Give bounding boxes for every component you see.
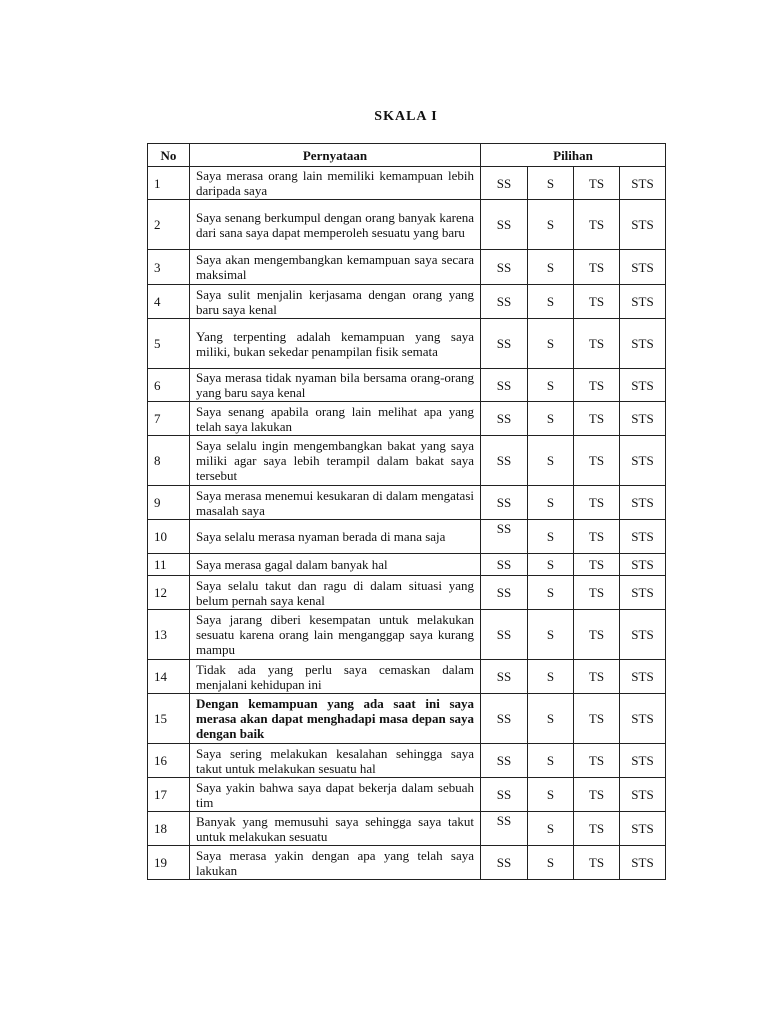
option-s: S <box>528 846 574 880</box>
option-sts: STS <box>620 778 666 812</box>
option-ts: TS <box>574 576 620 610</box>
table-row <box>148 250 666 285</box>
option-ss: SS <box>481 694 528 744</box>
option-s: S <box>528 319 574 369</box>
row-number: 11 <box>148 554 190 576</box>
table-row <box>148 200 666 250</box>
option-ts: TS <box>574 520 620 554</box>
table-row <box>148 694 666 744</box>
row-number: 18 <box>148 812 190 846</box>
row-number: 15 <box>148 694 190 744</box>
table-row <box>148 812 666 846</box>
option-s: S <box>528 576 574 610</box>
header-no: No <box>148 144 190 167</box>
option-s: S <box>528 402 574 436</box>
option-ts: TS <box>574 250 620 285</box>
row-number: 17 <box>148 778 190 812</box>
option-sts: STS <box>620 610 666 660</box>
option-s: S <box>528 369 574 402</box>
option-s: S <box>528 694 574 744</box>
option-ts: TS <box>574 402 620 436</box>
option-sts: STS <box>620 436 666 486</box>
option-ts: TS <box>574 554 620 576</box>
header-row <box>148 144 666 167</box>
statement-text: Saya selalu merasa nyaman berada di mana saja <box>190 520 481 554</box>
option-sts: STS <box>620 812 666 846</box>
option-sts: STS <box>620 167 666 200</box>
table-row <box>148 319 666 369</box>
option-ts: TS <box>574 694 620 744</box>
option-ts: TS <box>574 812 620 846</box>
scale-table <box>147 143 666 880</box>
row-number: 4 <box>148 285 190 319</box>
table-row <box>148 285 666 319</box>
table-row <box>148 846 666 880</box>
table-row <box>148 369 666 402</box>
option-ss: SS <box>481 402 528 436</box>
option-ts: TS <box>574 200 620 250</box>
option-s: S <box>528 285 574 319</box>
option-ss: SS <box>481 486 528 520</box>
table-row <box>148 402 666 436</box>
statement-text: Saya senang berkumpul dengan orang banyak karena dari sana saya dapat memperoleh sesuatu yang baru <box>190 200 481 250</box>
option-ts: TS <box>574 285 620 319</box>
option-sts: STS <box>620 660 666 694</box>
option-s: S <box>528 167 574 200</box>
option-ts: TS <box>574 778 620 812</box>
option-ts: TS <box>574 167 620 200</box>
header-choice: Pilihan <box>481 144 666 167</box>
option-sts: STS <box>620 402 666 436</box>
option-ss: SS <box>481 369 528 402</box>
table-row <box>148 520 666 554</box>
table-row <box>148 660 666 694</box>
option-ss: SS <box>481 660 528 694</box>
statement-text: Saya sulit menjalin kerjasama dengan orang yang baru saya kenal <box>190 285 481 319</box>
option-ss: SS <box>481 744 528 778</box>
row-number: 9 <box>148 486 190 520</box>
table-row <box>148 554 666 576</box>
option-ts: TS <box>574 660 620 694</box>
table-row <box>148 486 666 520</box>
option-ss: SS <box>481 285 528 319</box>
table-row <box>148 167 666 200</box>
row-number: 8 <box>148 436 190 486</box>
row-number: 10 <box>148 520 190 554</box>
option-ts: TS <box>574 486 620 520</box>
option-s: S <box>528 554 574 576</box>
statement-text: Saya selalu takut dan ragu di dalam situasi yang belum pernah saya kenal <box>190 576 481 610</box>
option-s: S <box>528 778 574 812</box>
statement-text: Saya merasa orang lain memiliki kemampuan lebih daripada saya <box>190 167 481 200</box>
option-ss: SS <box>481 778 528 812</box>
option-s: S <box>528 486 574 520</box>
statement-text: Yang terpenting adalah kemampuan yang saya miliki, bukan sekedar penampilan fisik semata <box>190 319 481 369</box>
option-sts: STS <box>620 250 666 285</box>
option-ss: SS <box>481 610 528 660</box>
row-number: 6 <box>148 369 190 402</box>
row-number: 19 <box>148 846 190 880</box>
statement-text: Saya merasa tidak nyaman bila bersama orang-orang yang baru saya kenal <box>190 369 481 402</box>
option-sts: STS <box>620 520 666 554</box>
table-row <box>148 778 666 812</box>
option-s: S <box>528 250 574 285</box>
option-s: S <box>528 660 574 694</box>
statement-text: Banyak yang memusuhi saya sehingga saya takut untuk melakukan sesuatu <box>190 812 481 846</box>
option-s: S <box>528 812 574 846</box>
statement-text: Saya sering melakukan kesalahan sehingga saya takut untuk melakukan sesuatu hal <box>190 744 481 778</box>
table-row <box>148 576 666 610</box>
table-row <box>148 436 666 486</box>
option-sts: STS <box>620 319 666 369</box>
option-ts: TS <box>574 744 620 778</box>
option-sts: STS <box>620 285 666 319</box>
row-number: 2 <box>148 200 190 250</box>
option-ss: SS <box>481 319 528 369</box>
statement-text: Saya selalu ingin mengembangkan bakat yang saya miliki agar saya lebih terampil dalam bakat saya tersebut <box>190 436 481 486</box>
option-ss: SS <box>481 554 528 576</box>
option-ss: SS <box>481 436 528 486</box>
option-ss: SS <box>481 200 528 250</box>
option-ts: TS <box>574 369 620 402</box>
statement-text: Saya senang apabila orang lain melihat apa yang telah saya lakukan <box>190 402 481 436</box>
row-number: 13 <box>148 610 190 660</box>
statement-text: Saya jarang diberi kesempatan untuk melakukan sesuatu karena orang lain menganggap saya kurang mampu <box>190 610 481 660</box>
option-s: S <box>528 610 574 660</box>
row-number: 5 <box>148 319 190 369</box>
row-number: 16 <box>148 744 190 778</box>
statement-text: Saya merasa yakin dengan apa yang telah saya lakukan <box>190 846 481 880</box>
option-ts: TS <box>574 610 620 660</box>
option-sts: STS <box>620 694 666 744</box>
option-ss: SS <box>481 812 528 846</box>
statement-text: Saya yakin bahwa saya dapat bekerja dalam sebuah tim <box>190 778 481 812</box>
option-sts: STS <box>620 369 666 402</box>
option-s: S <box>528 436 574 486</box>
table-row <box>148 610 666 660</box>
header-statement: Pernyataan <box>190 144 481 167</box>
option-ss: SS <box>481 250 528 285</box>
option-ss: SS <box>481 846 528 880</box>
statement-text: Dengan kemampuan yang ada saat ini saya merasa akan dapat menghadapi masa depan saya dengan baik <box>190 694 481 744</box>
option-s: S <box>528 520 574 554</box>
option-ts: TS <box>574 846 620 880</box>
statement-text: Saya merasa menemui kesukaran di dalam mengatasi masalah saya <box>190 486 481 520</box>
option-sts: STS <box>620 200 666 250</box>
option-sts: STS <box>620 576 666 610</box>
statement-text: Saya akan mengembangkan kemampuan saya secara maksimal <box>190 250 481 285</box>
option-s: S <box>528 744 574 778</box>
statement-text: Saya merasa gagal dalam banyak hal <box>190 554 481 576</box>
statement-text: Tidak ada yang perlu saya cemaskan dalam menjalani kehidupan ini <box>190 660 481 694</box>
page-title: SKALA I <box>374 109 438 124</box>
option-sts: STS <box>620 846 666 880</box>
option-ss: SS <box>481 576 528 610</box>
option-sts: STS <box>620 486 666 520</box>
row-number: 3 <box>148 250 190 285</box>
option-sts: STS <box>620 554 666 576</box>
row-number: 1 <box>148 167 190 200</box>
option-ss: SS <box>481 520 528 554</box>
option-ts: TS <box>574 436 620 486</box>
option-ts: TS <box>574 319 620 369</box>
option-ss: SS <box>481 167 528 200</box>
option-sts: STS <box>620 744 666 778</box>
row-number: 12 <box>148 576 190 610</box>
table-row <box>148 744 666 778</box>
row-number: 14 <box>148 660 190 694</box>
row-number: 7 <box>148 402 190 436</box>
option-s: S <box>528 200 574 250</box>
